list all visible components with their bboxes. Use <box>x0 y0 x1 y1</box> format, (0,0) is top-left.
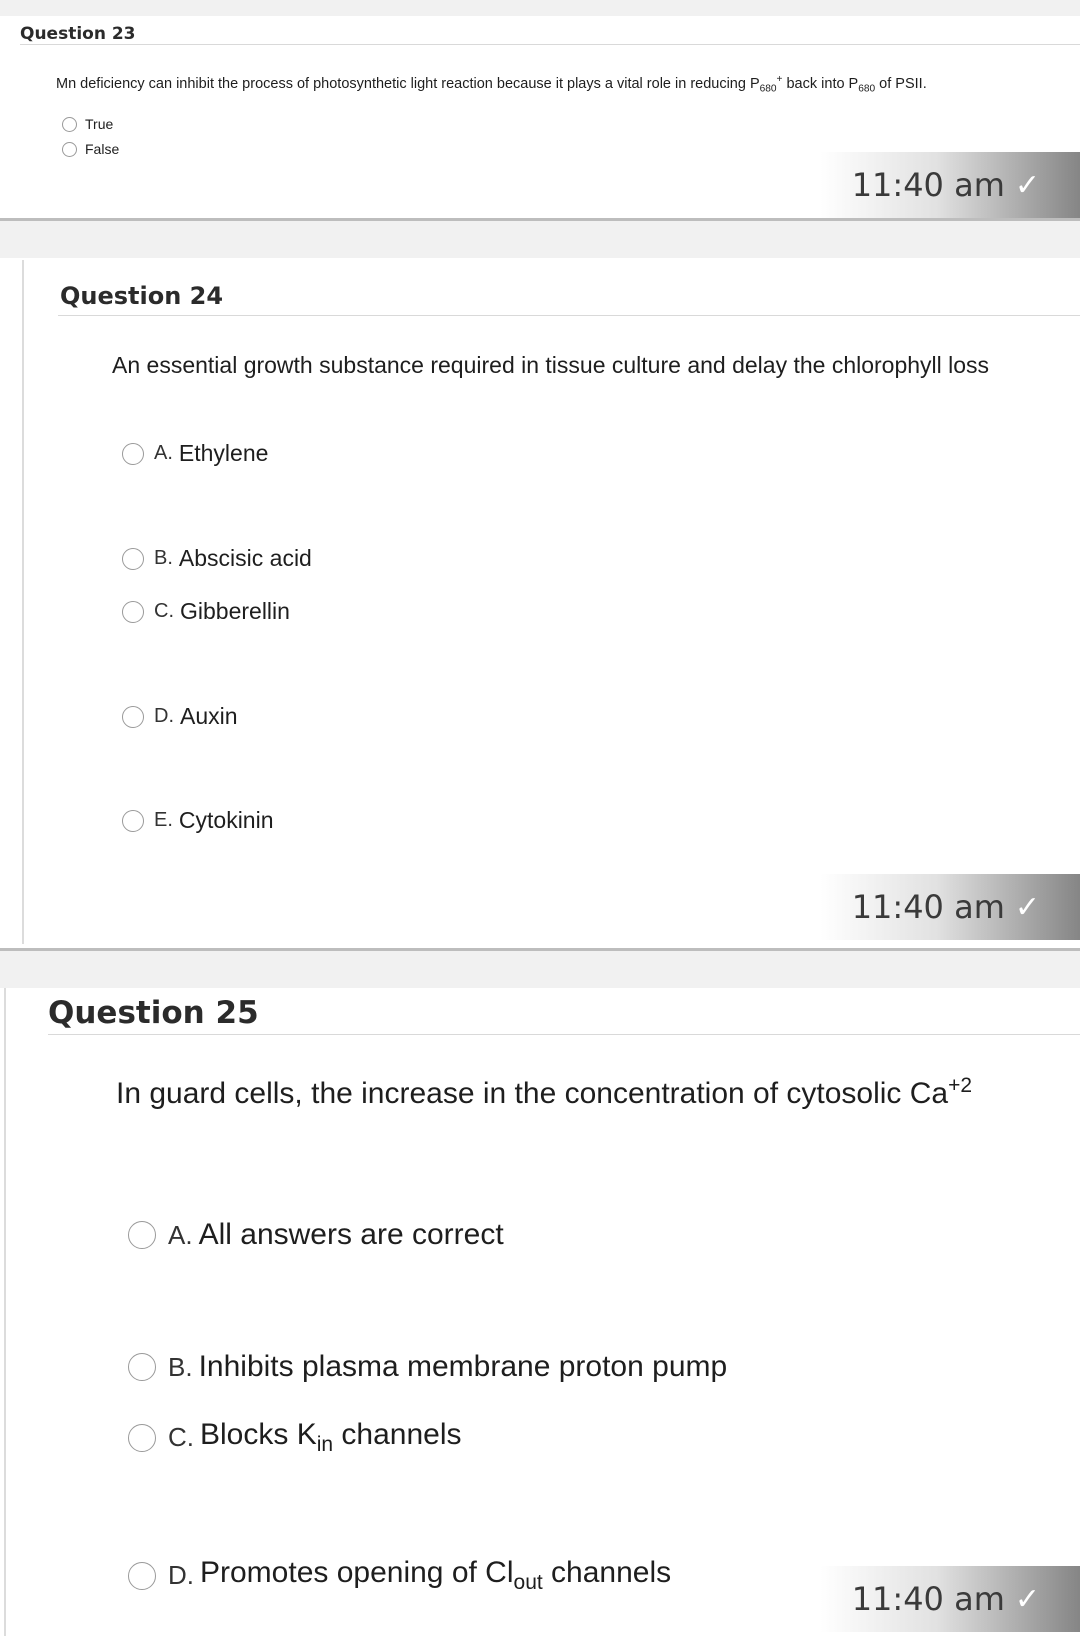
card-left-border <box>22 260 24 944</box>
question-25-title: Question 25 <box>48 995 259 1031</box>
radio-e[interactable] <box>122 810 144 832</box>
question-25-card <box>0 988 1080 1636</box>
radio-false[interactable] <box>62 142 77 157</box>
checkmark-icon: ✓ <box>1014 889 1040 925</box>
radio-b[interactable] <box>128 1353 156 1381</box>
card-shadow <box>0 218 1080 221</box>
checkmark-icon: ✓ <box>1014 1581 1040 1617</box>
question-24-text: An essential growth substance required in tissue culture and delay the chlorophyll loss <box>112 352 990 378</box>
title-divider <box>48 1034 1080 1035</box>
option-b[interactable]: B. Inhibits plasma membrane proton pump <box>128 1350 727 1384</box>
option-b[interactable]: B. Abscisic acid <box>122 545 312 572</box>
radio-true[interactable] <box>62 117 77 132</box>
timestamp-text: 11:40 am <box>851 888 1005 926</box>
timestamp-badge <box>820 152 1080 218</box>
radio-d[interactable] <box>122 706 144 728</box>
option-d[interactable]: D. Promotes opening of $Cl_{out}$ channels <box>128 1556 671 1595</box>
option-c[interactable]: C. Gibberellin <box>122 598 290 625</box>
radio-d[interactable] <box>128 1562 156 1590</box>
checkmark-icon: ✓ <box>1014 167 1040 203</box>
option-e[interactable]: E. Cytokinin <box>122 807 274 834</box>
radio-c[interactable] <box>128 1424 156 1452</box>
option-true[interactable]: True <box>62 116 113 132</box>
question-25-text: In guard cells, the increase in the concentration of cytosolic $Ca^{+2}$ <box>116 1074 973 1110</box>
question-24-title: Question 24 <box>60 282 224 310</box>
card-left-border <box>4 988 6 1636</box>
title-divider <box>58 315 1080 316</box>
option-d[interactable]: D. Auxin <box>122 703 238 730</box>
option-c-text: Blocks $K_{in}$ channels <box>200 1418 462 1456</box>
radio-a[interactable] <box>122 443 144 465</box>
option-false[interactable]: False <box>62 141 119 157</box>
option-d-text: Promotes opening of $Cl_{out}$ channels <box>200 1556 672 1594</box>
card-shadow <box>0 948 1080 951</box>
question-23-title: Question 23 <box>20 24 136 44</box>
title-divider <box>20 44 1080 45</box>
option-c[interactable]: C. Blocks $K_{in}$ channels <box>128 1418 462 1457</box>
radio-a[interactable] <box>128 1221 156 1249</box>
option-a[interactable]: A. All answers are correct <box>128 1218 504 1252</box>
radio-b[interactable] <box>122 548 144 570</box>
question-23-text: Mn deficiency can inhibit the process of photosynthetic light reaction because it plays a vital role in reducing $P_{680}^+$ back into $P_{680}$ of PSII. <box>56 74 927 95</box>
question-24-card <box>0 258 1080 948</box>
option-a[interactable]: A. Ethylene <box>122 440 268 467</box>
timestamp-text: 11:40 am <box>851 1580 1005 1618</box>
timestamp-text: 11:40 am <box>851 166 1005 204</box>
timestamp-badge <box>820 1566 1080 1632</box>
question-23-card <box>0 16 1080 218</box>
timestamp-badge <box>820 874 1080 940</box>
radio-c[interactable] <box>122 601 144 623</box>
